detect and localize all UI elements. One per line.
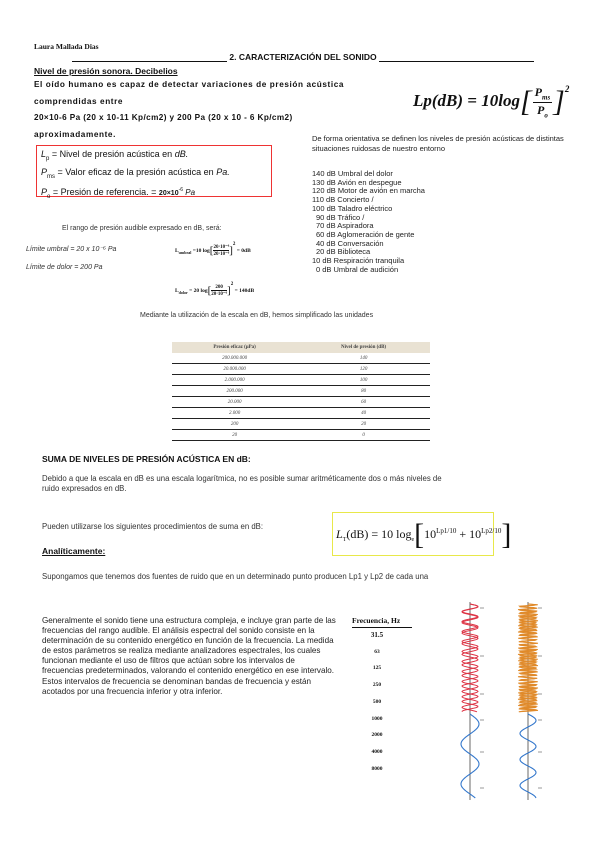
freq-value: 1000 bbox=[371, 716, 383, 722]
intro-line-1: El oído humano es capaz de detectar variaciones de presión acústica bbox=[34, 80, 345, 89]
freq-value: 63 bbox=[374, 649, 380, 655]
formula-exponent: 2 bbox=[564, 84, 570, 94]
waveform-illustration bbox=[440, 602, 570, 800]
def-lp: $L_p$ = Nivel de presión acústica en dB. bbox=[41, 149, 189, 162]
freq-value: 2000 bbox=[371, 732, 383, 738]
freq-value: 500 bbox=[372, 699, 382, 705]
levels-list bbox=[312, 170, 425, 274]
table-header-row bbox=[172, 342, 430, 353]
analytic-title: Analíticamente: bbox=[42, 546, 106, 556]
level-item: 130 dB Avión en despegue bbox=[312, 177, 402, 187]
level-item: 40 dB Conversación bbox=[316, 238, 384, 248]
table-row: 20.000.000 120 bbox=[172, 364, 430, 375]
level-item: 90 dB Tráfico / bbox=[316, 212, 365, 222]
simplify-text: Mediante la utilización de la escala en dB, hemos simplificado las unidades bbox=[140, 312, 374, 319]
freq-value: 250 bbox=[372, 682, 382, 688]
section-heading bbox=[72, 52, 534, 62]
sum-formula: $L_T(dB) = 10$ $\log_e[10^{Lp1/10} + 10^{Lp2/10}]$ bbox=[336, 518, 512, 551]
umbral-label: Límite umbral = 20 x 10⁻⁶ Pa bbox=[26, 246, 117, 253]
freq-title: Frecuencia, Hz bbox=[352, 616, 401, 625]
subtitle: Nivel de presión sonora. Decibelios bbox=[34, 66, 178, 76]
spectrum-paragraph: Generalmente el sonido tiene una estructura compleja, e incluye gran parte de las frecuencias del rango audible. El análisis espectral del sonido consiste en la determinación de su contenido energético en función de la frecuencia. La medida de estos parámetros se realiza mediante analizadores espectrales, los cuales funcionan mediante el uso de filtros que actúan sobre los intervalos de frecuencias predeterminados, valorando el contenido energético en ese intervalo. Estos intervalos de frecuencia se denominan bandas de frecuencia y están acotados por una frecuencia inferior y otra inferior. bbox=[42, 616, 336, 696]
freq-value: 4000 bbox=[371, 749, 383, 755]
def-pms: $P_{ms}$ = Valor eficaz de la presión acústica en Pa. bbox=[41, 166, 230, 180]
table-row: 200 20 bbox=[172, 419, 430, 430]
suma-procedure: Pueden utilizarse los siguientes procedimientos de suma en dB: bbox=[42, 522, 264, 531]
freq-title-rule bbox=[352, 627, 412, 628]
table-header: Nivel de presión (dB) bbox=[297, 342, 430, 353]
level-item: 10 dB Respiración tranquila bbox=[312, 256, 405, 266]
intro-line-3: 20×10-6 Pa (20 x 10-11 Kp/cm2) y 200 Pa (20 x 10 - 6 Kp/cm2) bbox=[34, 113, 293, 122]
formula-fraction: $\frac{P_{ms}}{P_o}$ bbox=[534, 85, 551, 119]
freq-value: 31.5 bbox=[370, 631, 384, 639]
table-row: 200.000 80 bbox=[172, 386, 430, 397]
intro-line-2: comprendidas entre bbox=[34, 97, 124, 106]
definitions-box bbox=[36, 145, 272, 200]
db-table bbox=[172, 342, 430, 441]
level-item: 110 dB Concierto / bbox=[312, 195, 374, 205]
table-row: 2.000 40 bbox=[172, 408, 430, 419]
heading-rule-left bbox=[72, 52, 227, 62]
intro-line-4: aproximadamente. bbox=[34, 130, 116, 139]
freq-value: 8000 bbox=[371, 766, 383, 772]
formula-left: Lp(dB) = 10log bbox=[413, 91, 520, 110]
author-name: Laura Mallada Dias bbox=[34, 42, 99, 51]
levels-intro: De forma orientativa se definen los niveles de presión acústicas de distintas situaciones ruidosas de nuestro entorno bbox=[312, 134, 564, 153]
suma-title: SUMA DE NIVELES DE PRESIÓN ACÚSTICA EN dB: bbox=[42, 454, 251, 464]
suma-text: Debido a que la escala en dB es una escala logarítmica, no es posible sumar aritméticamente dos o más niveles de ruido expresados en dB. bbox=[42, 474, 442, 493]
table-row: 20 0 bbox=[172, 430, 430, 441]
level-item: 70 dB Aspiradora bbox=[316, 221, 374, 231]
def-po: $P_o$ = Presión de referencia. = $20\times 10^{-6}$ Pa bbox=[41, 186, 196, 200]
dolor-label: Límite de dolor = 200 Pa bbox=[26, 264, 103, 271]
level-item: 140 dB Umbral del dolor bbox=[312, 169, 393, 178]
table-row: 2.000.000 100 bbox=[172, 375, 430, 386]
level-item: 0 dB Umbral de audición bbox=[316, 264, 399, 274]
table-row: 200.000.000 140 bbox=[172, 353, 430, 364]
level-item: 120 dB Motor de avión en marcha bbox=[312, 186, 425, 196]
level-item: 20 dB Biblioteca bbox=[316, 247, 371, 257]
analytic-text: Supongamos que tenemos dos fuentes de ruido que en un determinado punto producen Lp1 y Lp2 de cada una bbox=[42, 572, 429, 581]
table-header: Presión eficaz (μPa) bbox=[172, 342, 297, 353]
level-item: 100 dB Taladro eléctrico bbox=[312, 203, 393, 213]
heading-rule-right bbox=[379, 52, 534, 62]
formula-umbral: $L_{umbral} =10$ log[ $\frac{\text{20·10⁻⁶}}{\text{20·10⁻⁶}}$ ]$^2$ = 0dB bbox=[175, 242, 251, 258]
level-item: 60 dB Aglomeración de gente bbox=[316, 229, 415, 239]
formula-dolor: $L_{dolor} = 20$ log[ $\frac{200}{\text{20·10⁻⁶}}$ ]$^2$ = 140dB bbox=[175, 282, 255, 297]
table-row: 20.000 60 bbox=[172, 397, 430, 408]
range-title: El rango de presión audible expresado en dB, será: bbox=[62, 225, 222, 232]
section-title: 2. CARACTERIZACIÓN DEL SONIDO bbox=[229, 52, 377, 62]
freq-value: 125 bbox=[372, 665, 382, 671]
main-formula: Lp(dB) = 10log[ $\frac{P_{ms}}{P_o}$ ]$^2$ bbox=[413, 84, 570, 119]
